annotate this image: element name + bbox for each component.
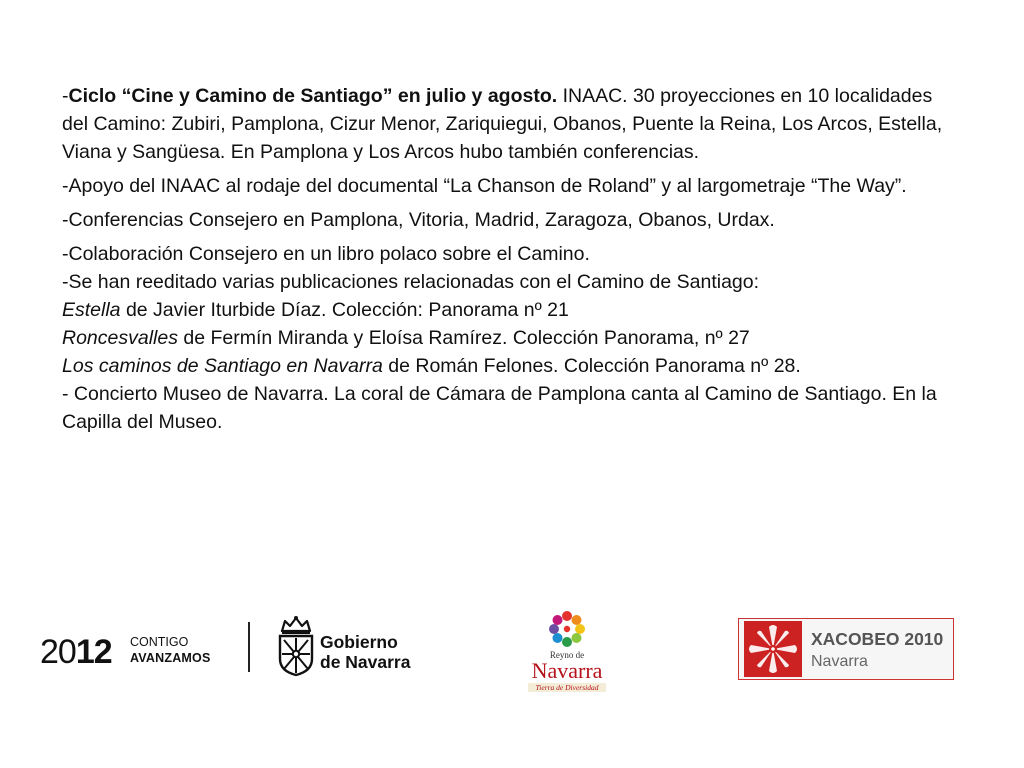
paragraph-reediciones: -Se han reeditado varias publicaciones relacionadas con el Camino de Santiago:: [62, 271, 760, 293]
gobierno-de-navarra-logo: Gobierno de Navarra: [276, 615, 426, 679]
paragraph-ciclo-cine: -Ciclo “Cine y Camino de Santiago” en julio y agosto. INAAC. 30 proyecciones en 10 localidades del Camino: Zubiri, Pamplona, Cizur Menor, Zariquiegui, Obanos, Puente la Reina, Los Arcos, Estella, Viana y Sangüesa. En Pamplona y Los Arcos hubo también conferencias.: [62, 85, 943, 163]
campaign-2012-logo: 2012 CONTIGO AVANZAMOS: [40, 633, 211, 671]
navarra-shield-icon: [276, 615, 316, 677]
book-title: Estella: [62, 299, 121, 321]
ciclo-title: Ciclo “Cine y Camino de Santiago” en julio y agosto.: [68, 85, 558, 107]
xacobeo-2010-logo: XACOBEO 2010 Navarra: [738, 618, 954, 680]
paragraph-concierto: - Concierto Museo de Navarra. La coral de Cámara de Pamplona canta al Camino de Santiago. En la Capilla del Museo.: [62, 383, 937, 433]
paragraph-apoyo-inaac: -Apoyo del INAAC al rodaje del documental “La Chanson de Roland” y al largometraje “The Way”.: [62, 175, 907, 197]
document-body: [62, 82, 962, 436]
xacobeo-cross-icon: [744, 621, 802, 677]
logo-divider: [248, 622, 250, 672]
paragraph-conferencias: -Conferencias Consejero en Pamplona, Vitoria, Madrid, Zaragoza, Obanos, Urdax.: [62, 209, 775, 231]
book-item: Roncesvalles de Fermín Miranda y Eloísa Ramírez. Colección Panorama, nº 27: [62, 327, 750, 349]
book-title: Los caminos de Santiago en Navarra: [62, 355, 383, 377]
reyno-flower-icon: [548, 610, 586, 648]
reyno-de-navarra-logo: Reyno de Navarra Tierra de Diversidad: [528, 610, 606, 694]
book-title: Roncesvalles: [62, 327, 178, 349]
paragraph-colaboracion: -Colaboración Consejero en un libro polaco sobre el Camino.: [62, 243, 590, 265]
book-item: Estella de Javier Iturbide Díaz. Colección: Panorama nº 21: [62, 299, 569, 321]
book-item: Los caminos de Santiago en Navarra de Román Felones. Colección Panorama nº 28.: [62, 355, 801, 377]
